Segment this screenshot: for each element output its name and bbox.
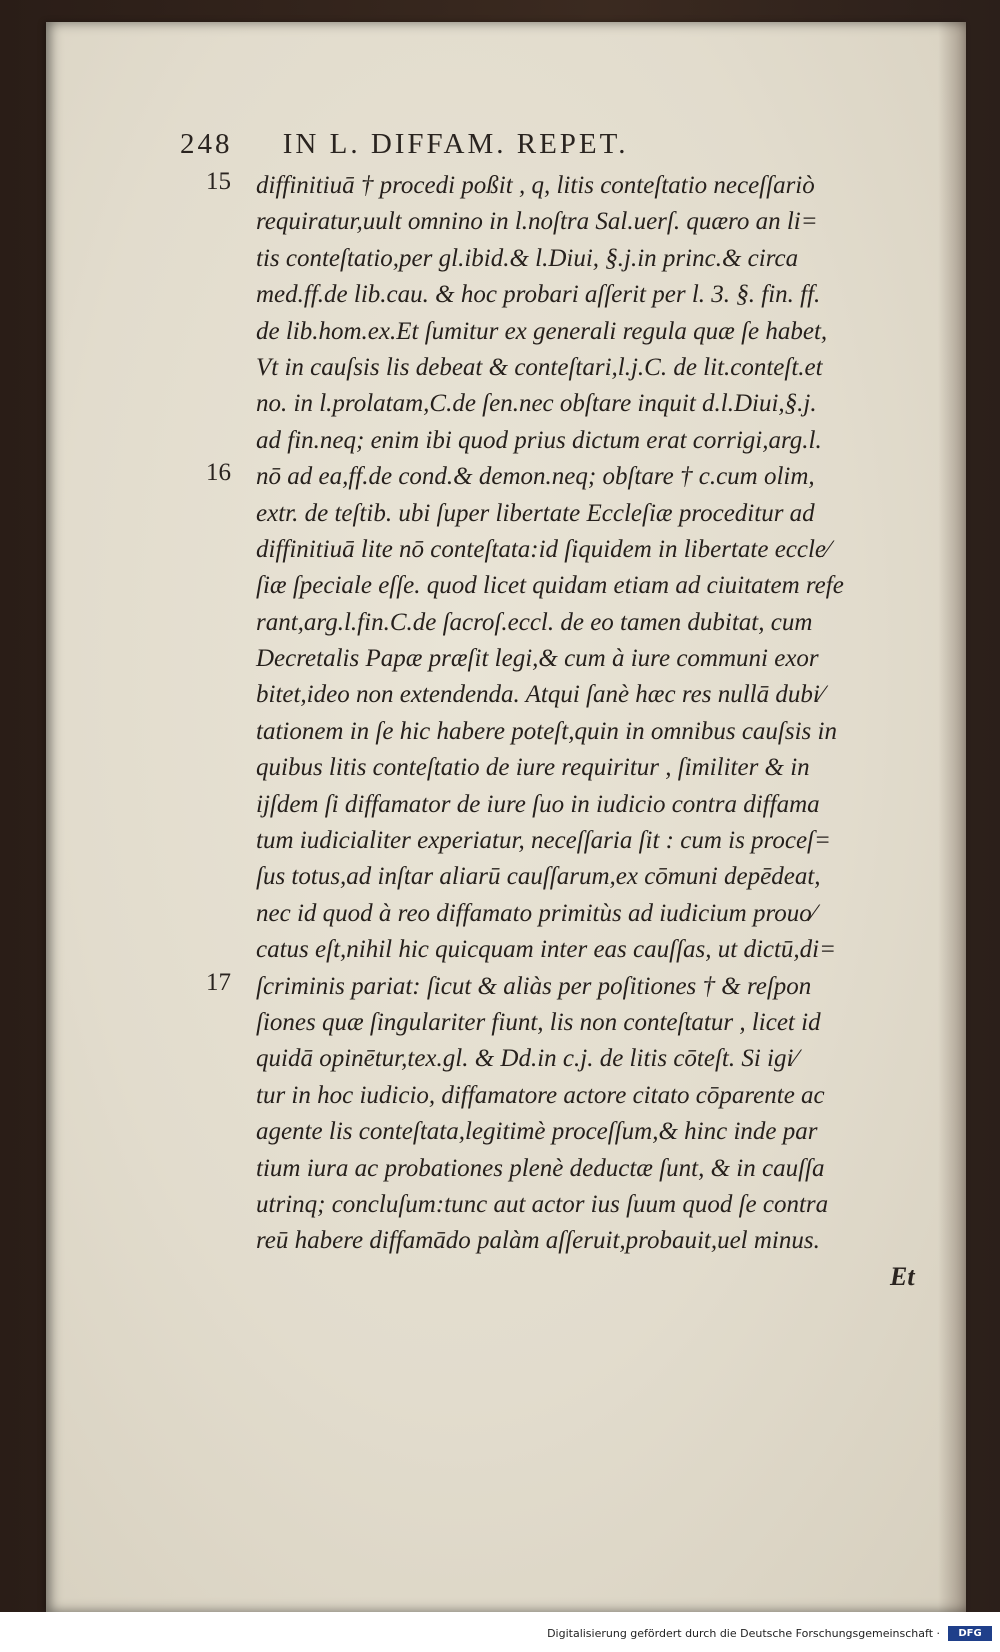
page-gutter-shadow — [938, 22, 966, 1612]
text-line: tum iudicialiter experiatur, neceſſaria ſit : cum is proceſ= — [256, 827, 831, 855]
footer-credit: Digitalisierung gefördert durch die Deutsche Forschungsgemeinschaft · — [547, 1627, 940, 1640]
text-line: tium iura ac probationes plenè deductæ ſunt, & in cauſſa — [256, 1154, 825, 1182]
text-line: extr. de teſtib. ubi ſuper libertate Eccleſiæ proceditur ad — [256, 499, 815, 527]
page-number: 248 — [180, 128, 233, 160]
text-line: diffinitiuā † procedi poßit , q, litis conteſtatio neceſſariò — [256, 172, 815, 199]
text-line: ſiones quæ ſingulariter fiunt, lis non conteſtatur , licet id — [256, 1008, 821, 1036]
text-line: rant,arg.l.fin.C.de ſacroſ.eccl. de eo tamen dubitat, cum — [256, 608, 813, 636]
text-line: tis conteſtatio,per gl.ibid.& l.Diui, §.j.in princ.& circa — [256, 244, 799, 272]
text-line: requiratur,uult omnino in l.noſtra Sal.uerſ. quæro an li= — [256, 208, 818, 236]
marginal-number-17: 17 — [206, 969, 231, 996]
marginal-number-16: 16 — [206, 459, 231, 486]
text-line: bitet,ideo non extendenda. Atqui ſanè hæc res nullā dubi⁄ — [256, 681, 824, 709]
text-line: ſiæ ſpeciale eſſe. quod licet quidam etiam ad ciuitatem refe — [256, 572, 844, 600]
text-line: tur in hoc iudicio, diffamatore actore citato cōparente ac — [256, 1081, 825, 1109]
dfg-logo: DFG — [948, 1626, 992, 1641]
text-line: tationem in ſe hic habere poteſt,quin in omnibus cauſsis in — [256, 717, 837, 745]
text-line: med.ff.de lib.cau. & hoc probari aſſerit per l. 3. §. fin. ff. — [256, 281, 821, 309]
text-line: nec id quod à reo diffamato primitùs ad iudicium prouo⁄ — [256, 899, 816, 927]
text-line: quidā opinētur,tex.gl. & Dd.in c.j. de litis cōteſt. Si igi⁄ — [256, 1045, 798, 1073]
catchword: Et — [890, 1262, 915, 1291]
text-line: Vt in cauſsis lis debeat & conteſtari,l.j.C. de lit.conteſt.et — [256, 353, 823, 381]
text-line: utrinq; concluſum:tunc aut actor ius ſuum quod ſe contra — [256, 1190, 829, 1218]
text-line: ſus totus,ad inſtar aliarū cauſſarum,ex cōmuni depēdeat, — [256, 863, 821, 891]
footer-bar — [0, 1612, 1000, 1652]
text-line: quibus litis conteſtatio de iure requiritur , ſimiliter & in — [256, 754, 810, 782]
running-head — [180, 128, 900, 161]
text-line: nō ad ea,ff.de cond.& demon.neq; obſtare † c.cum olim, — [256, 463, 815, 491]
text-line: ijſdem ſi diffamator de iure ſuo in iudicio contra diffama — [256, 790, 820, 818]
text-line: ad fin.neq; enim ibi quod prius dictum erat corrigi,arg.l. — [256, 426, 822, 454]
running-title: IN L. DIFFAM. REPET. — [282, 128, 629, 160]
text-line: diffinitiuā lite nō conteſtata:id ſiquidem in libertate eccle⁄ — [256, 535, 831, 563]
text-line: no. in l.prolatam,C.de ſen.nec obſtare inquit d.l.Diui,§.j. — [256, 390, 817, 418]
text-line: catus eſt,nihil hic quicquam inter eas cauſſas, ut dictū,di= — [256, 936, 836, 964]
body-text — [256, 168, 936, 1260]
marginal-number-15: 15 — [206, 168, 231, 195]
text-line: reū habere diffamādo palàm aſſeruit,probauit,uel minus. — [256, 1227, 820, 1255]
text-line: ſcriminis pariat: ſicut & aliàs per poſitiones † & reſpon — [256, 972, 812, 1000]
text-line: de lib.hom.ex.Et ſumitur ex generali regula quæ ſe habet, — [256, 317, 828, 345]
text-line: agente lis conteſtata,legitimè proceſſum,& hinc inde par — [256, 1118, 818, 1146]
text-line: Decretalis Papæ præſit legi,& cum à iure communi exor — [256, 645, 819, 673]
